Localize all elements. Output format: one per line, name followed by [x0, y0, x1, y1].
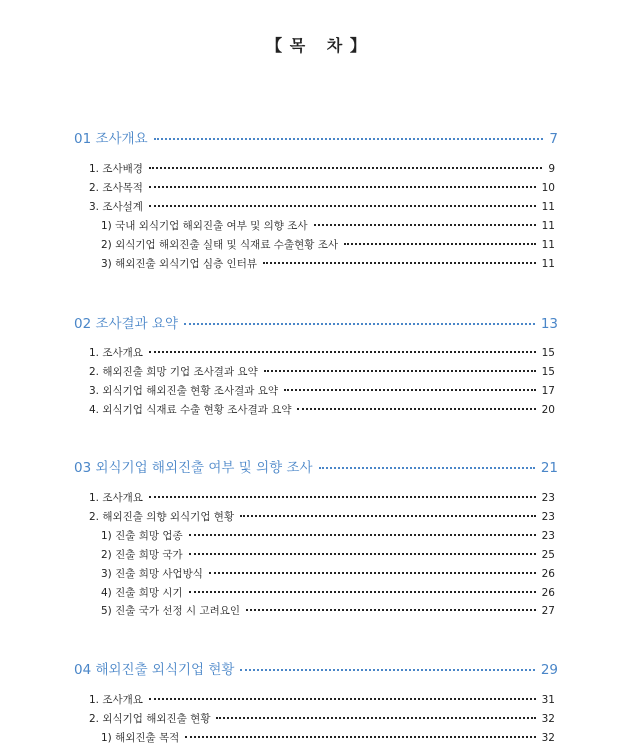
entry-label: 2. 해외진출 희망 기업 조사결과 요약 — [89, 366, 258, 378]
toc-subentry[interactable] — [101, 218, 555, 233]
dot-leader — [319, 467, 535, 469]
dot-leader — [149, 351, 536, 353]
entry-label: 2) 진출 희망 국가 — [101, 549, 183, 561]
dot-leader — [240, 669, 534, 671]
dot-leader — [264, 370, 536, 372]
entry-label: 1. 조사개요 — [89, 492, 143, 504]
entry-label: 1) 해외진출 목적 — [101, 732, 180, 744]
section-label: 01 조사개요 — [74, 131, 148, 147]
entry-page: 23 — [541, 530, 555, 542]
toc-entry[interactable] — [89, 199, 555, 214]
toc-section-02[interactable] — [74, 312, 558, 332]
entry-label: 2) 외식기업 해외진출 실태 및 식재료 수출현황 조사 — [101, 239, 338, 251]
entry-label: 3. 조사설계 — [89, 201, 143, 213]
entry-page: 11 — [541, 201, 555, 213]
entry-page: 15 — [541, 347, 555, 359]
entry-label: 2. 해외진출 의향 외식기업 현황 — [89, 511, 235, 523]
entry-page: 10 — [541, 182, 555, 194]
dot-leader — [246, 609, 536, 611]
dot-leader — [149, 496, 536, 498]
entry-page: 32 — [541, 713, 555, 725]
entry-label: 1) 진출 희망 업종 — [101, 530, 183, 542]
section-page: 21 — [540, 460, 558, 476]
title-left-bracket: 【 — [266, 36, 284, 55]
entry-page: 25 — [541, 549, 555, 561]
dot-leader — [216, 717, 535, 719]
entry-page: 27 — [541, 605, 555, 617]
toc-section-01[interactable] — [74, 127, 558, 147]
toc-section-03[interactable] — [74, 456, 558, 476]
dot-leader — [297, 408, 535, 410]
dot-leader — [209, 572, 536, 574]
dot-leader — [189, 534, 536, 536]
toc-subentry[interactable] — [101, 256, 555, 271]
dot-leader — [344, 243, 536, 245]
toc-title — [0, 33, 633, 56]
toc-subentry[interactable] — [101, 528, 555, 543]
dot-leader — [240, 515, 536, 517]
dot-leader — [263, 262, 536, 264]
entry-page: 23 — [541, 511, 555, 523]
entry-page: 11 — [541, 258, 555, 270]
dot-leader — [314, 224, 536, 226]
section-label: 02 조사결과 요약 — [74, 316, 179, 332]
dot-leader — [189, 553, 536, 555]
entry-label: 2. 조사목적 — [89, 182, 143, 194]
toc-subentry[interactable] — [101, 547, 555, 562]
entry-label: 2. 외식기업 해외진출 현황 — [89, 713, 211, 725]
toc-subentry[interactable] — [101, 585, 555, 600]
entry-label: 3) 진출 희망 사업방식 — [101, 568, 203, 580]
toc-entry[interactable] — [89, 364, 555, 379]
entry-page: 26 — [541, 568, 555, 580]
toc-subentry[interactable] — [101, 730, 555, 745]
entry-label: 1) 국내 외식기업 해외진출 여부 및 의향 조사 — [101, 220, 308, 232]
toc-entry[interactable] — [89, 692, 555, 707]
dot-leader — [149, 205, 536, 207]
entry-page: 23 — [541, 492, 555, 504]
dot-leader — [149, 167, 542, 169]
entry-label: 1. 조사배경 — [89, 163, 143, 175]
toc-entry[interactable] — [89, 402, 555, 417]
section-label: 04 해외진출 외식기업 현황 — [74, 662, 235, 678]
dot-leader — [149, 186, 536, 188]
toc-subentry[interactable] — [101, 237, 555, 252]
toc-section-04[interactable] — [74, 658, 558, 678]
entry-page: 32 — [541, 732, 555, 744]
toc-entry[interactable] — [89, 383, 555, 398]
section-page: 7 — [549, 131, 558, 147]
dot-leader — [184, 323, 535, 325]
entry-page: 11 — [541, 239, 555, 251]
entry-page: 31 — [541, 694, 555, 706]
entry-page: 17 — [541, 385, 555, 397]
toc-entry[interactable] — [89, 161, 555, 176]
entry-label: 3. 외식기업 해외진출 현황 조사결과 요약 — [89, 385, 278, 397]
section-label: 03 외식기업 해외진출 여부 및 의향 조사 — [74, 460, 313, 476]
title-text: 목 차 — [289, 36, 344, 55]
entry-page: 11 — [541, 220, 555, 232]
entry-page: 9 — [548, 163, 555, 175]
dot-leader — [189, 591, 536, 593]
dot-leader — [185, 736, 535, 738]
toc-entry[interactable] — [89, 711, 555, 726]
toc-entry[interactable] — [89, 509, 555, 524]
toc-entry[interactable] — [89, 490, 555, 505]
section-page: 13 — [540, 316, 558, 332]
entry-page: 26 — [541, 587, 555, 599]
dot-leader — [149, 698, 536, 700]
dot-leader — [284, 389, 536, 391]
toc-entry[interactable] — [89, 345, 555, 360]
toc-subentry[interactable] — [101, 566, 555, 581]
entry-label: 1. 조사개요 — [89, 347, 143, 359]
entry-label: 3) 해외진출 외식기업 심층 인터뷰 — [101, 258, 257, 270]
entry-label: 4. 외식기업 식재료 수출 현황 조사결과 요약 — [89, 404, 292, 416]
entry-label: 5) 진출 국가 선정 시 고려요인 — [101, 605, 241, 617]
section-page: 29 — [540, 662, 558, 678]
entry-label: 1. 조사개요 — [89, 694, 143, 706]
toc-entry[interactable] — [89, 180, 555, 195]
toc-subentry[interactable] — [101, 603, 555, 618]
dot-leader — [154, 138, 544, 140]
entry-label: 4) 진출 희망 시기 — [101, 587, 183, 599]
entry-page: 15 — [541, 366, 555, 378]
title-right-bracket: 】 — [349, 36, 367, 55]
entry-page: 20 — [541, 404, 555, 416]
